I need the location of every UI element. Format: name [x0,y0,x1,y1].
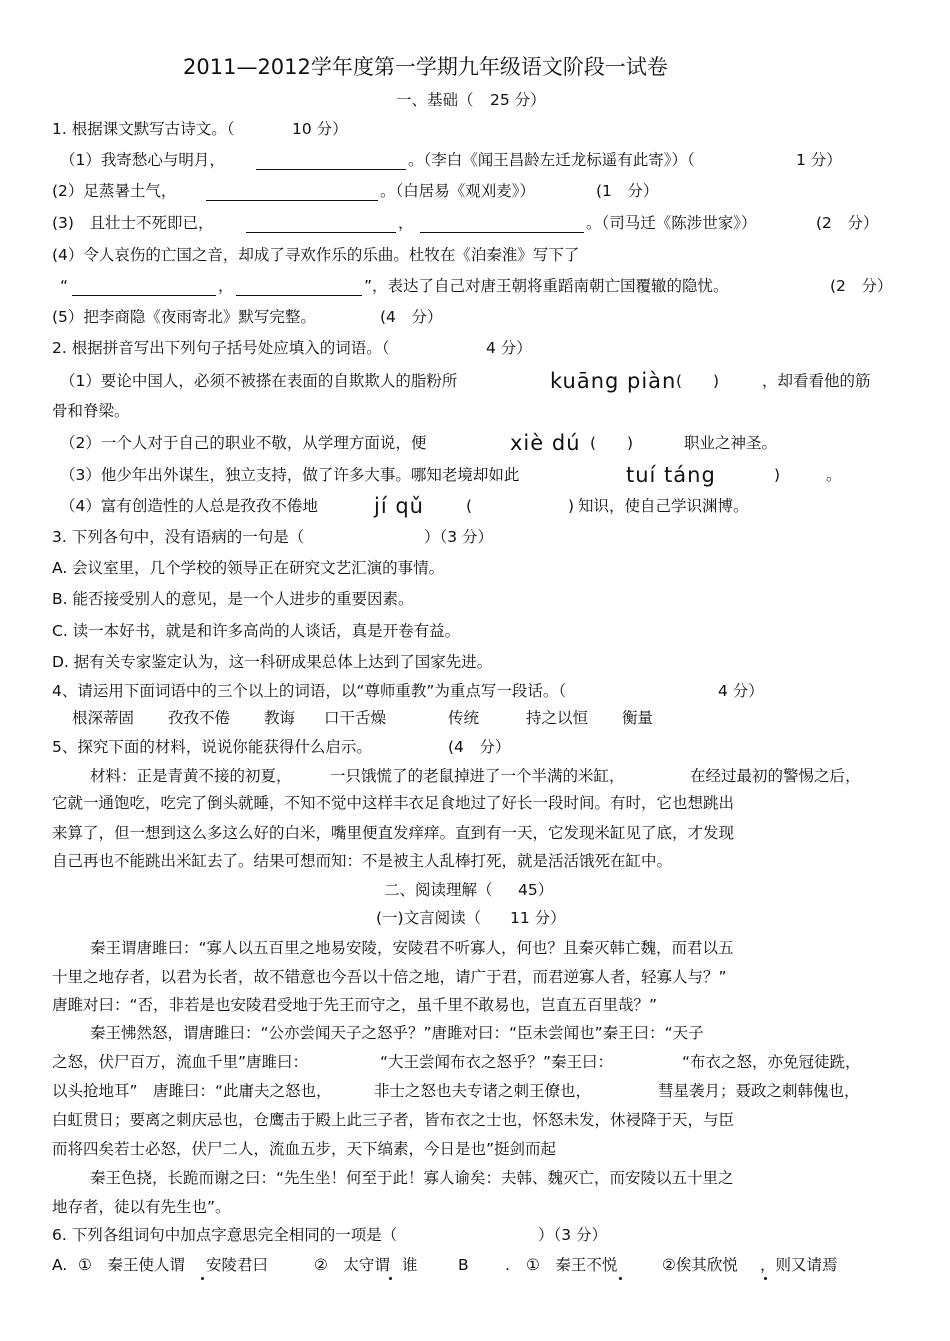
question-2-heading [0,333,950,363]
q5-material-line-4 [0,846,950,876]
q1-item-4 [0,240,950,270]
answer-paren[interactable]: ) [774,466,781,484]
q2-item-2-tail: 职业之神圣。 [684,434,778,452]
section-1-heading [0,85,950,115]
passage-text: 十里之地存者，以君为长者，故不错意也今吾以十倍之地，请广于君，而君逆寡人者，轻寡人与？” [52,968,727,986]
material-text: 一只饿慌了的老鼠掉进了一个半满的米缸， [330,767,625,785]
answer-blank[interactable] [236,295,362,296]
q2-item-3 [0,459,950,491]
option-a-clause-1: ① 秦王使人谓 [78,1256,185,1274]
q1-item-3 [0,208,950,238]
question-6-text: 6. 下列各组词句中加点字意思完全相同的一项是（ [52,1226,398,1244]
option-b-clause-1: ① 秦王不悦 [526,1256,618,1274]
material-text: 材料：正是青黄不接的初夏， [90,767,292,785]
q1-item-3-score: (2 分） [816,214,879,232]
material-text: 它就一通饱吃，吃完了倒头就睡，不知不觉中这样丰衣足食地过了好长一段时间。有时，它也想跳出 [52,794,735,812]
material-text: 来算了，但一想到这么多这么好的白米，嘴里便直发痒痒。直到有一天，它发现米缸见了底，才发现 [52,824,735,842]
word-item: 口干舌燥 [324,709,387,727]
q1-item-3-text: (3) 且壮士不死即已， [52,214,214,232]
answer-blank[interactable] [256,169,406,170]
q5-material-line-3 [0,818,950,848]
passage-text: 地存者，徒以有先生也”。 [52,1198,231,1216]
subsection-1-heading [0,903,950,933]
question-3-text: 3. 下列各句中，没有语病的一句是（ [52,528,305,546]
material-text: 自己再也不能跳出米缸去了。结果可想而知：不是被主人乱棒打死，就是活活饿死在缸中。 [52,852,673,870]
question-6-score: ）（3 分） [538,1226,608,1244]
word-item: 传统 [448,709,480,727]
q1-item-4-score: (2 分） [830,277,893,295]
option-a-clause-2b: 谁 [402,1256,418,1274]
section-2-label: 二、阅读理解（ [384,881,493,899]
option-b-dot: . [505,1256,510,1274]
passage-text: 非士之怒也夫专诸之刺王僚也， [374,1082,592,1100]
q3-option-b [0,584,950,614]
question-5-text: 5、探究下面的材料，说说你能获得什么启示。 [52,738,372,756]
q2-item-4-tail: 知识，使自己学识渊博。 [578,497,749,515]
q1-item-5 [0,302,950,332]
question-2-score: 4 分） [486,339,532,357]
subsection-1-label: (一)文言阅读（ [376,909,482,927]
question-4-score: 4 分） [718,682,764,700]
q2-item-3-text: （3）他少年出外谋生，独立支持，做了许多大事。哪知老境却如此 [60,466,520,484]
q5-material-line-2 [0,788,950,818]
q6-options [0,1250,950,1280]
q1-item-5-text: (5）把李商隐《夜雨寄北》默写完整。 [52,308,316,326]
q2-item-1 [0,365,950,397]
q1-item-3-comma: ， [398,214,414,232]
passage-text: 秦王怫然怒，谓唐雎曰：“公亦尝闻天子之怒乎？”唐雎对曰：“臣未尝闻也”秦王曰：“天子 [90,1024,704,1042]
option-c-text: C. 读一本好书，就是和许多高尚的人谈话，真是开卷有益。 [52,622,461,640]
q2-item-3-tail: 。 [826,466,842,484]
section-1-score: 25 分） [490,91,546,109]
word-item: 根深蒂固 [72,709,135,727]
answer-blank[interactable] [420,232,584,233]
passage-text: 白虹贯日；要离之刺庆忌也，仓鹰击于殿上此三子者，皆布衣之士也，怀怒未发，休祲降于天，与臣 [52,1111,735,1129]
open-quote: “ [60,277,69,295]
passage-line [0,1163,950,1193]
q4-word-list [0,703,950,733]
question-5-heading [0,732,950,762]
q1-item-2-text: (2）足蒸暑土气， [52,182,177,200]
answer-blank[interactable] [246,232,396,233]
option-b-clause-2: ②俟其欣悦 [662,1256,738,1274]
word-item: 持之以恒 [526,709,589,727]
material-text: 在经过最初的警惕之后， [690,767,861,785]
question-4-heading [0,676,950,706]
answer-blank[interactable] [72,295,216,296]
q1-item-1-score: 1 分） [796,151,842,169]
question-3-heading [0,522,950,552]
passage-line [0,1076,950,1106]
q3-option-c [0,616,950,646]
q1-item-1-source: 。（李白《闻王昌龄左迁龙标遥有此寄》）（ [408,151,695,169]
q1-item-4-continued [0,271,950,301]
q2-item-1-tail: ，却看看他的筋 [762,372,871,390]
q1-item-3-source: 。（司马迁《陈涉世家》） [586,214,757,232]
question-3-score: ）（3 分） [424,528,494,546]
q1-item-4-text: (4）令人哀伤的亡国之音，却成了寻欢作乐的乐曲。杜牧在《泊秦淮》写下了 [52,246,580,264]
passage-text: 而将四矣若士必怒，伏尸二人，流血五步，天下缟素，今日是也”挺剑而起 [52,1140,557,1158]
passage-line [0,1192,950,1222]
word-item: 衡量 [622,709,654,727]
section-2-score: 45） [518,881,554,899]
q2-item-4-text: （4）富有创造性的人总是孜孜不倦地 [60,497,318,515]
option-a-clause-1b: 安陵君曰 [206,1256,269,1274]
q3-option-d [0,647,950,677]
option-b-label: B [458,1256,469,1274]
q3-option-a [0,553,950,583]
passage-line [0,1134,950,1164]
q2-item-2 [0,427,950,459]
answer-paren[interactable]: ( ) [676,372,720,390]
subsection-1-score: 11 分） [510,909,566,927]
option-b-clause-3: ，则又请焉 [760,1256,838,1274]
question-1-score: 10 分） [292,120,348,138]
passage-line [0,933,950,963]
q1-item-2-source: 。（白居易《观刈麦》） [380,182,536,200]
option-a-clause-2: ② 太守谓 [314,1256,390,1274]
q2-item-3-pinyin: tuí táng [626,463,716,487]
q5-material-line-1 [0,761,950,791]
q2-item-4 [0,490,950,522]
q2-item-1-cont: 骨和脊梁。 [52,402,130,420]
question-6-heading [0,1220,950,1250]
passage-text: “大王尝闻布衣之怒乎？”秦王曰： [380,1053,614,1071]
emphasis-dot [619,1277,622,1280]
q1-item-2-score: (1 分） [596,182,659,200]
passage-line [0,990,950,1020]
q1-item-5-score: (4 分） [380,308,443,326]
word-item: 教诲 [264,709,296,727]
q2-item-2-text: （2）一个人对于自己的职业不敬，从学理方面说，便 [60,434,427,452]
q2-item-2-pinyin: xiè dú [510,431,581,455]
question-1-text: 1. 根据课文默写古诗文。（ [52,120,235,138]
passage-text: 以头抢地耳” 唐雎曰：“此庸夫之怒也， [52,1082,332,1100]
question-5-score: (4 分） [448,738,511,756]
answer-paren[interactable]: ( ) [590,434,634,452]
q1-item-4-tail: ”，表达了自己对唐王朝将重蹈南朝亡国覆辙的隐忧。 [364,277,729,295]
passage-text: 彗星袭月；聂政之刺韩傀也， [658,1082,860,1100]
option-d-text: D. 据有关专家鉴定认为，这一科研成果总体上达到了国家先进。 [52,653,493,671]
q2-item-1-text: （1）要论中国人，必须不被搽在表面的自欺欺人的脂粉所 [60,372,458,390]
passage-text: 秦王色挠，长跪而谢之曰：“先生坐！何至于此！寡人谕矣：夫韩、魏灭亡，而安陵以五十里之 [90,1169,734,1187]
passage-line [0,1105,950,1135]
q2-item-4-pinyin: jí qǔ [374,494,424,518]
q1-item-1 [0,145,950,175]
passage-line [0,962,950,992]
passage-text: 唐雎对曰：“否，非若是也安陵君受地于先王而守之，虽千里不敢易也，岂直五百里哉？” [52,996,658,1014]
q1-item-1-text: （1）我寄愁心与明月， [60,151,225,169]
emphasis-dot [201,1277,204,1280]
passage-line [0,1018,950,1048]
q1-item-2 [0,176,950,206]
answer-paren-close[interactable]: ) [568,497,575,515]
answer-blank[interactable] [206,200,378,201]
option-a-text: A. 会议室里，几个学校的领导正在研究文艺汇演的事情。 [52,559,445,577]
question-4-text: 4、请运用下面词语中的三个以上的词语，以“尊师重教”为重点写一段话。（ [52,682,567,700]
q2-item-1-pinyin: kuāng piàn [550,369,677,393]
passage-text: “布衣之怒，亦免冠徒跣， [682,1053,861,1071]
passage-text: 之怒，伏尸百万，流血千里”唐雎曰： [52,1053,309,1071]
answer-paren-open[interactable]: ( [466,497,473,515]
exam-title: 2011—2012学年度第一学期九年级语文阶段一试卷 [183,55,668,79]
option-a-label: A. [52,1256,68,1274]
question-2-text: 2. 根据拼音写出下列句子括号处应填入的词语。（ [52,339,390,357]
comma: ， [218,277,234,295]
emphasis-dot [389,1277,392,1280]
section-2-heading [0,875,950,905]
question-1-heading [0,114,950,144]
word-item: 孜孜不倦 [168,709,231,727]
passage-text: 秦王谓唐雎曰：“寡人以五百里之地易安陵，安陵君不听寡人，何也？且秦灭韩亡魏，而君以五 [90,939,734,957]
q2-item-1-continued [0,396,950,426]
exam-title-line [0,50,950,84]
section-1-label: 一、基础（ [396,91,474,109]
passage-line [0,1047,950,1077]
option-b-text: B. 能否接受别人的意见，是一个人进步的重要因素。 [52,590,414,608]
